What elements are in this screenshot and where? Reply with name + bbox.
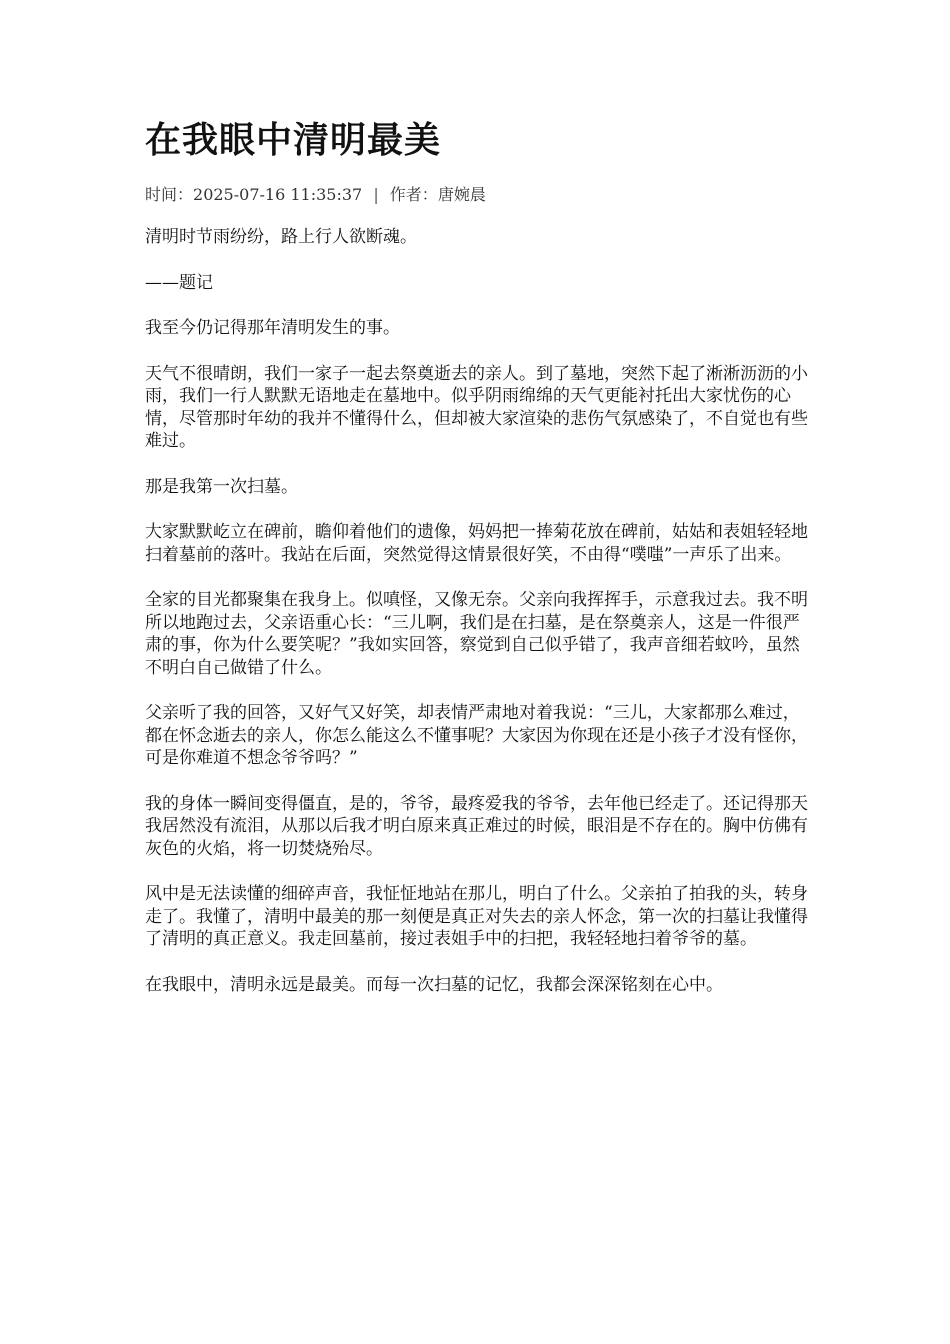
article-title: 在我眼中清明最美 <box>145 120 442 161</box>
article <box>145 112 810 1019</box>
article-meta <box>145 182 810 208</box>
paragraph: 我的身体一瞬间变得僵直，是的，爷爷，最疼爱我的爷爷，去年他已经走了。还记得那天我居然没有流泪，从那以后我才明白原来真正难过的时候，眼泪是不存在的。胸中仿佛有灰色的火焰，将一切焚烧殆尽。 <box>145 793 808 859</box>
time-label: 时间： <box>145 185 194 204</box>
paragraph-epigraph: 清明时节雨纷纷，路上行人欲断魂。 <box>145 227 417 247</box>
paragraph: 我至今仍记得那年清明发生的事。 <box>145 318 400 338</box>
paragraph-closing: 在我眼中，清明永远是最美。而每一次扫墓的记忆，我都会深深铭刻在心中。 <box>145 974 723 995</box>
paragraph: 风中是无法读懂的细碎声音，我怔怔地站在那儿，明白了什么。父亲拍了拍我的头，转身走了。我懂了，清明中最美的那一刻便是真正对失去的亲人怀念，第一次的扫墓让我懂得了清明的真正意义。我走回墓前，接过表姐手中的扫把，我轻轻地扫着爷爷的墓。 <box>145 884 808 949</box>
paragraph: 那是我第一次扫墓。 <box>145 476 298 497</box>
author-value: 唐婉晨 <box>437 185 486 204</box>
paragraph-epigraph-source: ——题记 <box>145 272 213 293</box>
paragraph: 天气不很晴朗，我们一家子一起去祭奠逝去的亲人。到了墓地，突然下起了淅淅沥沥的小雨，我们一行人默默无语地走在墓地中。似乎阴雨绵绵的天气更能衬托出大家忧伤的心情，尽管那时年幼的我并不懂得什么，但却被大家渲染的悲伤气氛感染了，不自觉也有些难过。 <box>145 363 808 451</box>
paragraph: 父亲听了我的回答，又好气又好笑，却表情严肃地对着我说：“三儿，大家都那么难过，都在怀念逝去的亲人，你怎么能这么不懂事呢？大家因为你现在还是小孩子才没有怪你，可是你难道不想念爷爷吗？” <box>145 703 808 768</box>
time-value: 2025-07-16 11:35:37 <box>193 185 363 204</box>
article-body <box>145 226 810 996</box>
meta-separator: | <box>373 185 379 204</box>
paragraph: 大家默默屹立在碑前，瞻仰着他们的遗像，妈妈把一捧菊花放在碑前，姑姑和表姐轻轻地扫着墓前的落叶。我站在后面，突然觉得这情景很好笑，不由得“噗嗤”一声乐了出来。 <box>145 522 808 565</box>
paragraph: 全家的目光都聚集在我身上。似嗔怪，又像无奈。父亲向我挥挥手，示意我过去。我不明所以地跑过去，父亲语重心长：“三儿啊，我们是在扫墓，是在祭奠亲人，这是一件很严肃的事，你为什么要笑呢？”我如实回答，察觉到自己似乎错了，我声音细若蚊吟，虽然不明白自己做错了什么。 <box>145 590 808 678</box>
author-label: 作者： <box>389 185 438 204</box>
